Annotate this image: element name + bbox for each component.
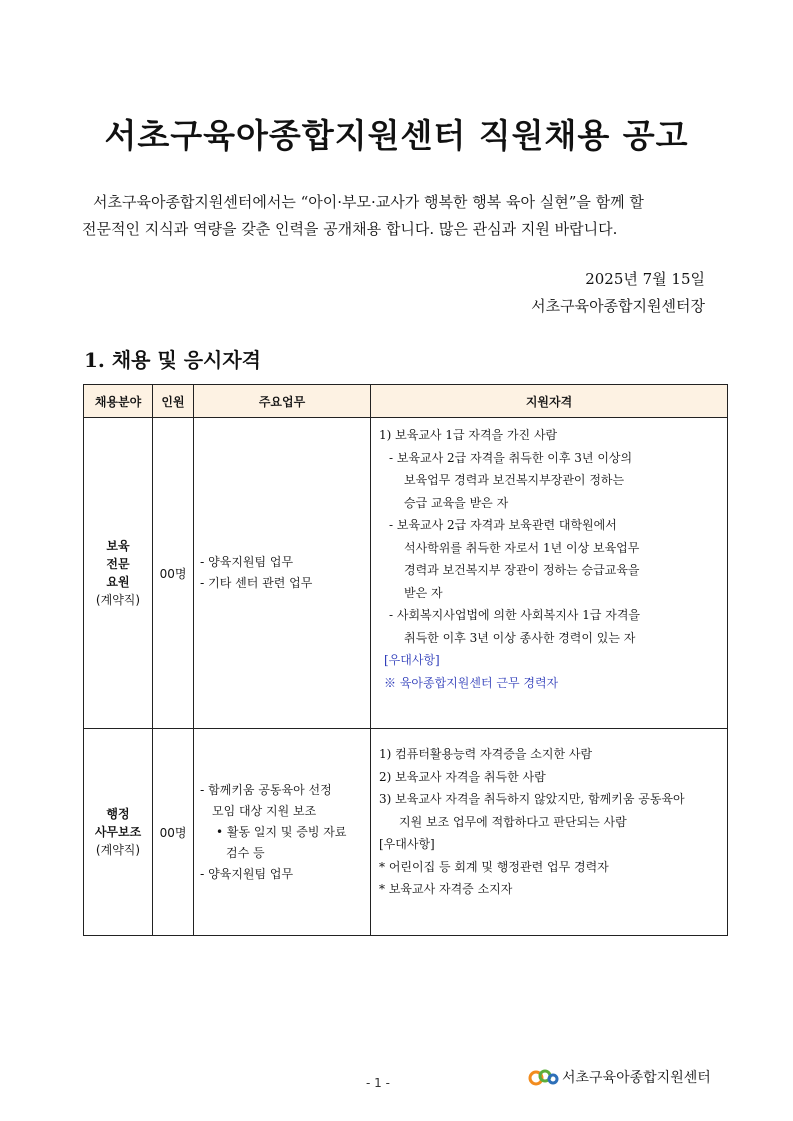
header-category: 채용분야 — [84, 385, 153, 418]
table-row — [84, 729, 728, 936]
category-line: 사무보조 — [94, 825, 142, 839]
signer: 서초구육아종합지원센터장 — [531, 297, 705, 315]
table-row — [84, 418, 728, 729]
page-number: - 1 - — [366, 1076, 390, 1090]
preference-item: * 보육교사 자격증 소지자 — [379, 882, 513, 896]
preference-label: [우대사항] — [384, 653, 440, 667]
section-title: 1. 채용 및 응시자격 — [84, 348, 262, 372]
category-line: 요원 — [106, 575, 130, 589]
announcement-date: 2025년 7월 15일 — [585, 270, 705, 288]
category-line: 행정 — [106, 807, 130, 821]
header-count: 인원 — [153, 385, 194, 418]
duty-item: - 양육지원팀 업무 — [200, 866, 294, 881]
qualification-item: 승급 교육을 받은 자 — [404, 495, 509, 510]
duty-item: 검수 등 — [226, 845, 265, 860]
duty-item: - 함께키움 공동육아 선정 — [200, 782, 332, 797]
qualification-cell — [371, 729, 728, 936]
header-qualification: 지원자격 — [371, 385, 728, 418]
duties-cell — [194, 729, 371, 936]
category-sub: (계약직) — [95, 593, 141, 607]
intro-paragraph — [82, 189, 712, 243]
qualification-item: 지원 보조 업무에 적합하다고 판단되는 사람 — [399, 814, 627, 829]
intro-line-1: 서초구육아종합지원센터에서는 “아이·부모·교사가 행복한 행복 육아 실현”을 함께 할 — [93, 193, 644, 211]
qualification-item: 2) 보육교사 자격을 취득한 사람 — [379, 769, 546, 784]
org-logo-icon — [528, 1066, 560, 1088]
category-line: 보육 — [106, 539, 130, 553]
duty-item: • 활동 일지 및 증빙 자료 — [216, 824, 347, 839]
duty-item: - 기타 센터 관련 업무 — [200, 576, 313, 590]
category-cell — [84, 729, 153, 936]
footer-logo — [528, 1066, 711, 1088]
recruitment-table — [83, 384, 728, 936]
count-cell: 00명 — [153, 418, 194, 729]
preference-item: ※ 육아종합지원센터 근무 경력자 — [384, 675, 559, 690]
qualification-item: 취득한 이후 3년 이상 종사한 경력이 있는 자 — [404, 630, 636, 645]
category-line: 전문 — [106, 557, 130, 571]
duty-item: 모임 대상 지원 보조 — [212, 803, 317, 818]
preference-label: [우대사항] — [379, 837, 435, 851]
qualification-cell — [371, 418, 728, 729]
qualification-item: - 보육교사 2급 자격과 보육관련 대학원에서 — [389, 518, 617, 532]
qualification-item: 보육업무 경력과 보건복지부장관이 정하는 — [404, 473, 625, 487]
category-sub: (계약직) — [95, 843, 141, 857]
count-cell: 00명 — [153, 729, 194, 936]
qualification-item: 1) 컴퓨터활용능력 자격증을 소지한 사람 — [379, 747, 593, 761]
preference-item: * 어린이집 등 회계 및 행정관련 업무 경력자 — [379, 859, 609, 874]
duties-cell — [194, 418, 371, 729]
qualification-item: 경력과 보건복지부 장관이 정하는 승급교육을 — [404, 563, 640, 577]
category-cell — [84, 418, 153, 729]
page-title: 서초구육아종합지원센터 직원채용 공고 — [104, 116, 689, 155]
intro-line-2: 전문적인 지식과 역량을 갖춘 인력을 공개채용 합니다. 많은 관심과 지원 바랍니다. — [82, 220, 618, 238]
qualification-item: 3) 보육교사 자격을 취득하지 않았지만, 함께키움 공동육아 — [379, 792, 685, 806]
table-header-row — [84, 385, 728, 418]
qualification-item: - 사회복지사업법에 의한 사회복지사 1급 자격을 — [389, 608, 641, 622]
qualification-item: 석사학위를 취득한 자로서 1년 이상 보육업무 — [404, 540, 640, 555]
duty-item: - 양육지원팀 업무 — [200, 555, 294, 569]
qualification-item: - 보육교사 2급 자격을 취득한 이후 3년 이상의 — [389, 450, 633, 465]
qualification-item: 받은 자 — [404, 585, 443, 600]
date-block — [531, 266, 705, 320]
qualification-item: 1) 보육교사 1급 자격을 가진 사람 — [379, 428, 558, 442]
footer-org-name: 서초구육아종합지원센터 — [562, 1070, 711, 1086]
header-duties: 주요업무 — [194, 385, 371, 418]
